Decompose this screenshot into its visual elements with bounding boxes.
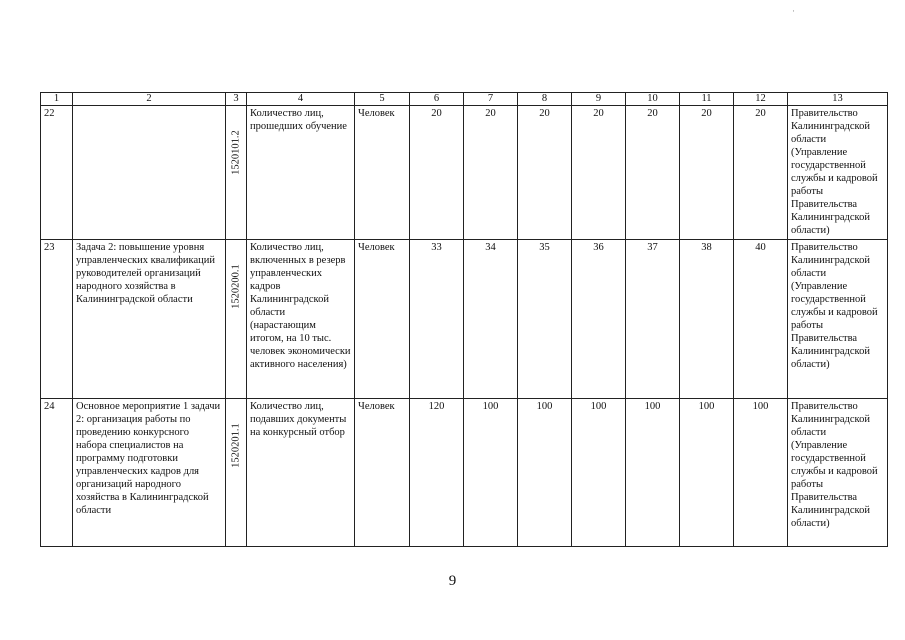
header-row [41, 93, 888, 106]
value-cell: 34 [464, 240, 518, 399]
row-number: 24 [41, 399, 73, 547]
header-cell: 8 [518, 93, 572, 106]
indicator-cell: Количество лиц, включенных в резерв управленческих кадров Калининградской области (нарастающим итогом, на 10 тыс. человек экономически активного населения) [247, 240, 355, 399]
table-row [41, 106, 888, 240]
value-cell: 20 [410, 106, 464, 240]
value-cell: 37 [626, 240, 680, 399]
table-row [41, 240, 888, 399]
page-number: 9 [448, 573, 457, 589]
header-cell: 13 [788, 93, 888, 106]
header-cell: 9 [572, 93, 626, 106]
code-text: 1520201.1 [230, 423, 242, 468]
scan-mark: · [792, 6, 795, 16]
value-cell: 100 [572, 399, 626, 547]
header-cell: 7 [464, 93, 518, 106]
header-cell: 2 [73, 93, 226, 106]
table-row [41, 399, 888, 547]
code-cell [226, 399, 247, 547]
unit-cell: Человек [355, 106, 410, 240]
responsible-cell: Правительство Калининградской области (Управление государственной службы и кадровой работы Правительства Калининградской области) [788, 106, 888, 240]
code-cell [226, 240, 247, 399]
value-cell: 20 [626, 106, 680, 240]
value-cell: 20 [518, 106, 572, 240]
row-number: 23 [41, 240, 73, 399]
code-text: 1520200.1 [230, 264, 242, 309]
task-cell: Основное мероприятие 1 задачи 2: организация работы по проведению конкурсного набора специалистов на программу подготовки управленческих кадров для организаций народного хозяйства в Калининградской области [73, 399, 226, 547]
header-cell: 10 [626, 93, 680, 106]
value-cell: 100 [518, 399, 572, 547]
indicators-table [40, 92, 888, 547]
value-cell: 40 [734, 240, 788, 399]
code-text: 1520101.2 [230, 130, 242, 175]
indicator-cell: Количество лиц, подавших документы на конкурсный отбор [247, 399, 355, 547]
value-cell: 20 [734, 106, 788, 240]
responsible-cell: Правительство Калининградской области (Управление государственной службы и кадровой работы Правительства Калининградской области) [788, 399, 888, 547]
value-cell: 100 [626, 399, 680, 547]
header-cell: 12 [734, 93, 788, 106]
header-cell: 3 [226, 93, 247, 106]
code-cell [226, 106, 247, 240]
value-cell: 38 [680, 240, 734, 399]
value-cell: 33 [410, 240, 464, 399]
unit-cell: Человек [355, 399, 410, 547]
header-cell: 6 [410, 93, 464, 106]
value-cell: 35 [518, 240, 572, 399]
header-cell: 4 [247, 93, 355, 106]
value-cell: 36 [572, 240, 626, 399]
header-cell: 1 [41, 93, 73, 106]
task-cell: Задача 2: повышение уровня управленческих квалификаций руководителей организаций народного хозяйства в Калининградской области [73, 240, 226, 399]
header-cell: 11 [680, 93, 734, 106]
value-cell: 100 [734, 399, 788, 547]
indicator-cell: Количество лиц, прошедших обучение [247, 106, 355, 240]
value-cell: 100 [464, 399, 518, 547]
value-cell: 20 [572, 106, 626, 240]
header-cell: 5 [355, 93, 410, 106]
value-cell: 120 [410, 399, 464, 547]
value-cell: 20 [680, 106, 734, 240]
task-cell [73, 106, 226, 240]
row-number: 22 [41, 106, 73, 240]
responsible-cell: Правительство Калининградской области (Управление государственной службы и кадровой работы Правительства Калининградской области) [788, 240, 888, 399]
unit-cell: Человек [355, 240, 410, 399]
value-cell: 20 [464, 106, 518, 240]
value-cell: 100 [680, 399, 734, 547]
